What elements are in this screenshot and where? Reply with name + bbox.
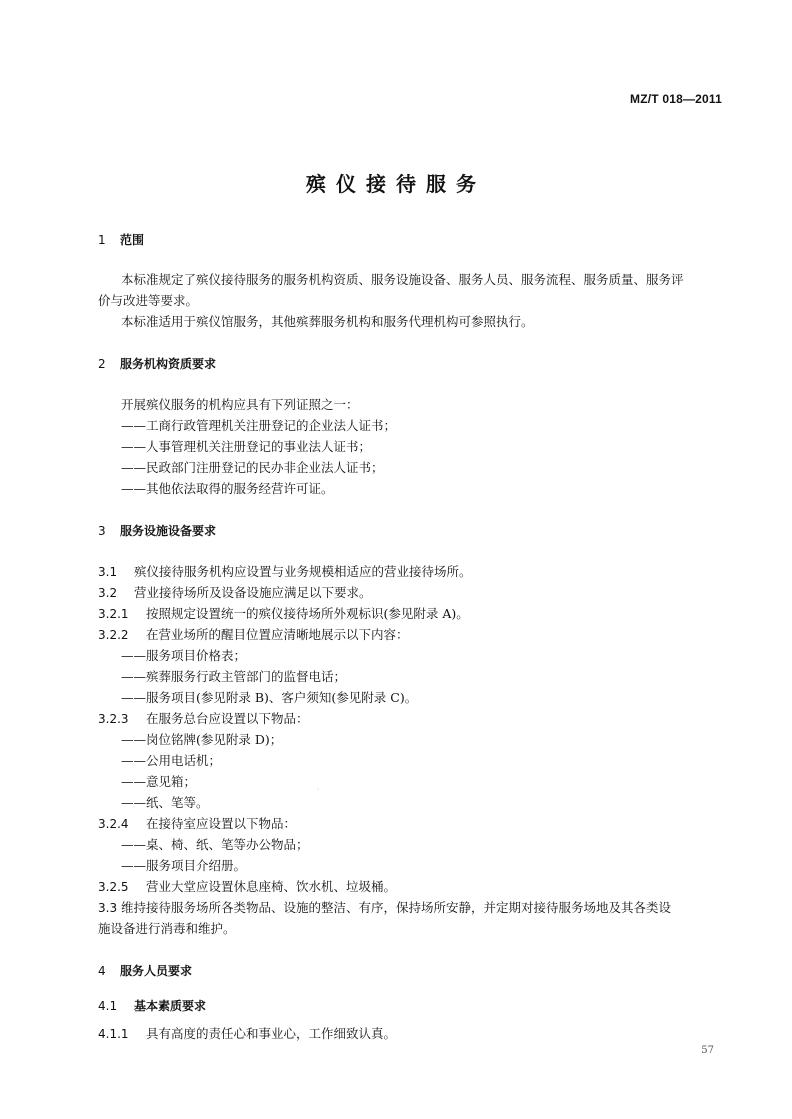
list-item: ——公用电话机； [121, 753, 222, 768]
section-number: 3 [98, 524, 106, 538]
clause-3-2 [98, 583, 372, 603]
clause-3-2-1 [98, 604, 469, 624]
clause-3-2-5 [98, 877, 396, 897]
clause-text: 维持接待服务场所各类物品、设施的整洁、有序，保持场所安静，并定期对接待服务场地及其各类设 [121, 900, 672, 915]
clause-text: 营业大堂应设置休息座椅、饮水机、垃圾桶。 [146, 879, 397, 894]
section-title: 范围 [120, 233, 145, 247]
clause-text: 在营业场所的醒目位置应清晰地展示以下内容： [146, 627, 409, 642]
subsection-title: 基本素质要求 [134, 999, 207, 1013]
paragraph-line: 本标准适用于殡仪馆服务，其他殡葬服务机构和服务代理机构可参照执行。 [121, 314, 534, 329]
list-item: ——意见箱； [121, 774, 197, 789]
clause-number: 3.2.5 [98, 880, 129, 894]
clause-number: 4.1 [98, 999, 118, 1013]
clause-3-2-2 [98, 625, 409, 645]
section-3-heading [98, 522, 216, 539]
paragraph-line: 开展殡仪服务的机构应具有下列证照之一： [121, 397, 359, 412]
subsection-4-1-heading [98, 997, 206, 1014]
section-4-heading [98, 962, 192, 979]
clause-number: 3.2.1 [98, 607, 129, 621]
list-item: ——岗位铭牌(参见附录 D)； [121, 732, 283, 747]
section-title: 服务机构资质要求 [120, 357, 217, 371]
list-item: ——服务项目介绍册。 [121, 858, 247, 873]
section-number: 2 [98, 357, 106, 371]
clause-number: 3.2.3 [98, 712, 129, 726]
clause-text: 按照规定设置统一的殡仪接待场所外观标识(参见附录 A)。 [146, 606, 469, 621]
clause-number: 3.1 [98, 565, 118, 579]
clause-text: 营业接待场所及设备设施应满足以下要求。 [134, 585, 372, 600]
clause-number: 4.1.1 [98, 1027, 129, 1041]
clause-3-2-4 [98, 814, 296, 834]
paragraph-line: 施设备进行消毒和维护。 [98, 921, 236, 936]
clause-3-3 [98, 898, 671, 918]
clause-number: 3.2 [98, 586, 118, 600]
stray-mark: ` [317, 789, 320, 796]
list-item: ——殡葬服务行政主管部门的监督电话； [121, 669, 347, 684]
section-2-heading [98, 355, 216, 372]
section-number: 1 [98, 233, 106, 247]
clause-3-2-3 [98, 709, 309, 729]
clause-text: 在服务总台应设置以下物品： [146, 711, 309, 726]
section-title: 服务设施设备要求 [120, 524, 217, 538]
clause-number: 3.3 [98, 901, 118, 915]
clause-3-1 [98, 562, 472, 582]
section-number: 4 [98, 964, 106, 978]
page-number: 57 [701, 1045, 714, 1056]
list-item: ——工商行政管理机关注册登记的企业法人证书； [121, 418, 397, 433]
section-title: 服务人员要求 [120, 964, 193, 978]
list-item: ——民政部门注册登记的民办非企业法人证书； [121, 460, 384, 475]
clause-number: 3.2.2 [98, 628, 129, 642]
standard-code: MZ/T 018—2011 [630, 92, 722, 106]
paragraph-line: 本标准规定了殡仪接待服务的服务机构资质、服务设施设备、服务人员、服务流程、服务质量、服务评 [121, 272, 684, 287]
document-title: 殡仪接待服务 [306, 172, 486, 196]
list-item: ——服务项目价格表； [121, 648, 247, 663]
clause-text: 殡仪接待服务机构应设置与业务规模相适应的营业接待场所。 [134, 564, 472, 579]
section-1-heading [98, 231, 144, 248]
paragraph-line: 价与改进等要求。 [98, 293, 199, 308]
clause-4-1-1 [98, 1024, 396, 1044]
clause-number: 3.2.4 [98, 817, 129, 831]
list-item: ——人事管理机关注册登记的事业法人证书； [121, 439, 372, 454]
clause-text: 在接待室应设置以下物品： [146, 816, 297, 831]
list-item: ——服务项目(参见附录 B)、客户须知(参见附录 C)。 [121, 690, 418, 705]
list-item: ——桌、椅、纸、笔等办公物品； [121, 837, 309, 852]
clause-text: 具有高度的责任心和事业心，工作细致认真。 [146, 1026, 397, 1041]
list-item: ——纸、笔等。 [121, 795, 209, 810]
list-item: ——其他依法取得的服务经营许可证。 [121, 481, 334, 496]
